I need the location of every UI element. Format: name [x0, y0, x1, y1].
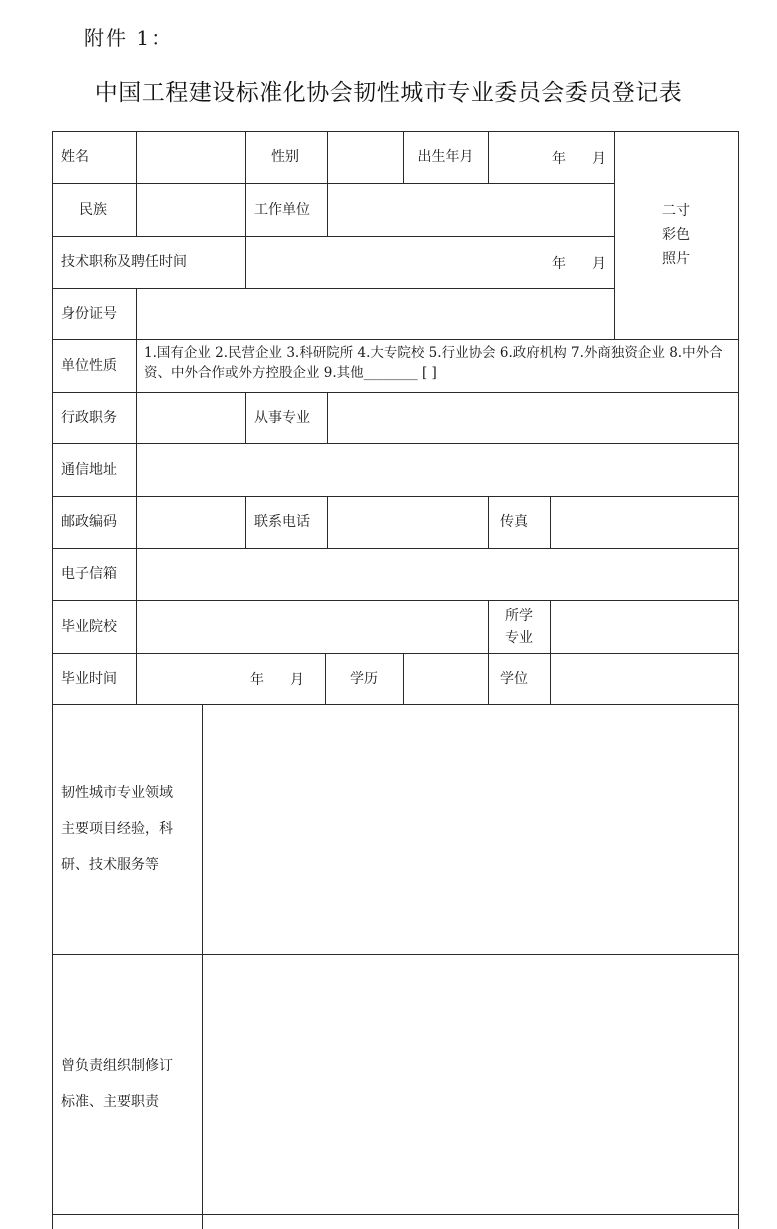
email-input[interactable] — [137, 549, 738, 600]
experience-line3: 研、技术服务等 — [61, 857, 159, 873]
work-unit-input[interactable] — [328, 184, 614, 236]
address-input[interactable] — [137, 444, 738, 496]
degree-label: 学位 — [500, 670, 528, 687]
major-label-line2: 专业 — [505, 629, 533, 646]
email-label: 电子信箱 — [61, 566, 117, 582]
attachment-label: 附件 1： — [84, 26, 174, 50]
major-input[interactable] — [551, 601, 738, 653]
phone-input[interactable] — [328, 497, 488, 548]
postcode-input[interactable] — [137, 497, 245, 548]
experience-label — [52, 704, 202, 954]
birth-label: 出生年月 — [417, 149, 474, 165]
photo-text-2: 彩色 — [662, 227, 690, 243]
unit-type-options[interactable]: 1.国有企业 2.民营企业 3.科研院所 4.大专院校 5.行业协会 6.政府机构 7.外商独资企业 8.中外合资、中外合作或外方控股企业 9.其他________ [ ] — [144, 345, 723, 381]
school-label: 毕业院校 — [61, 618, 117, 635]
specialty-input[interactable] — [328, 393, 738, 443]
standards-label — [52, 954, 202, 1214]
address-label: 通信地址 — [61, 461, 117, 478]
id-input[interactable] — [137, 289, 614, 339]
phone-label: 联系电话 — [254, 514, 310, 530]
ethnicity-label: 民族 — [79, 201, 107, 218]
title-year-unit: 年 — [552, 256, 566, 272]
photo-text-1: 二寸 — [662, 203, 690, 219]
fax-input[interactable] — [551, 497, 738, 548]
ethnicity-input[interactable] — [137, 184, 245, 236]
photo-text-3: 照片 — [662, 251, 690, 267]
degree-input[interactable] — [551, 654, 738, 704]
postcode-label: 邮政编码 — [61, 514, 117, 530]
title-month-unit: 月 — [592, 256, 606, 272]
id-label: 身份证号 — [61, 305, 117, 322]
form-title: 中国工程建设标准化协会韧性城市专业委员会委员登记表 — [94, 80, 683, 106]
title-label: 技术职称及聘任时间 — [61, 254, 187, 270]
fax-label: 传真 — [500, 514, 528, 530]
next-row-input[interactable] — [203, 1215, 738, 1229]
grad-year-unit: 年 — [250, 672, 264, 688]
standards-line2: 标准、主要职责 — [61, 1094, 159, 1110]
birth-year-unit: 年 — [552, 151, 566, 167]
major-label-line1: 所学 — [505, 607, 533, 624]
photo-placeholder[interactable] — [614, 183, 738, 287]
birth-month-unit: 月 — [592, 151, 606, 167]
school-input[interactable] — [137, 601, 488, 653]
standards-input[interactable] — [203, 955, 738, 1214]
specialty-label: 从事专业 — [254, 409, 310, 426]
admin-post-input[interactable] — [137, 393, 245, 443]
unit-type-label: 单位性质 — [61, 357, 117, 374]
grad-month-unit: 月 — [290, 672, 304, 688]
experience-input[interactable] — [203, 705, 738, 954]
gender-label: 性别 — [271, 149, 299, 165]
gender-input[interactable] — [328, 132, 403, 183]
standards-line1: 曾负责组织制修订 — [61, 1058, 173, 1074]
admin-post-label: 行政职务 — [61, 409, 117, 426]
experience-line2: 主要项目经验，科 — [61, 821, 173, 837]
grad-time-label: 毕业时间 — [61, 670, 117, 687]
name-input[interactable] — [137, 132, 245, 183]
name-label: 姓名 — [61, 149, 89, 165]
work-unit-label: 工作单位 — [254, 201, 310, 218]
education-label: 学历 — [350, 670, 378, 687]
major-label — [488, 600, 550, 653]
experience-line1: 韧性城市专业领域 — [61, 785, 173, 801]
education-input[interactable] — [404, 654, 488, 704]
